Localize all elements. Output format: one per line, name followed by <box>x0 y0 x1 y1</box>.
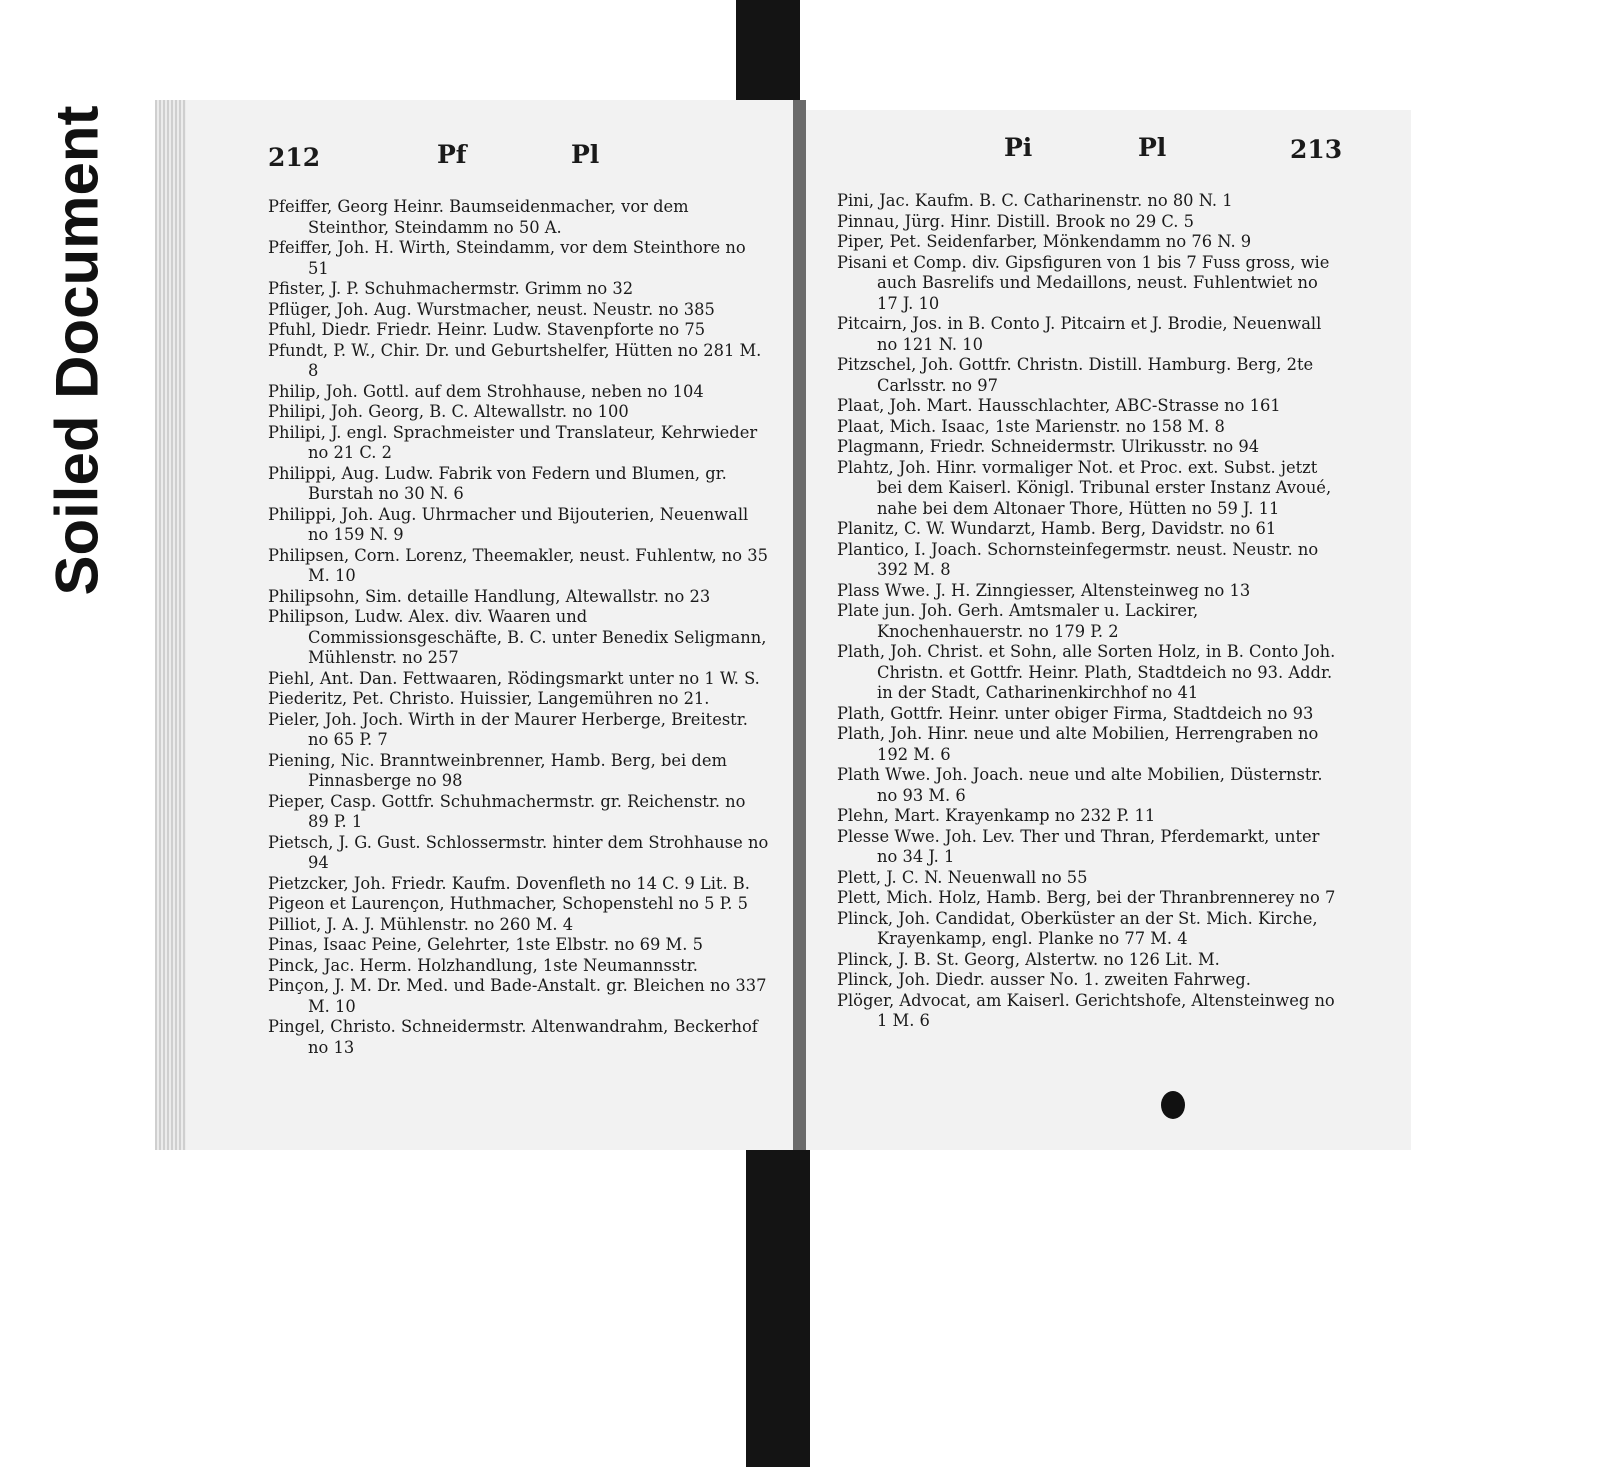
list-item: Pinnau, Jürg. Hinr. Distill. Brook no 29 C. 5 <box>837 211 1194 231</box>
right-entry-list <box>837 191 1337 1032</box>
left-page-number: 212 <box>268 143 321 172</box>
list-item: Plaat, Mich. Isaac, 1ste Marienstr. no 158 M. 8 <box>837 416 1225 436</box>
list-item: Pitzschel, Joh. Gottfr. Christn. Distill. Hamburg. Berg, 2te Carlsstr. no 97 <box>837 355 1314 395</box>
list-item: Philippi, Aug. Ludw. Fabrik von Federn und Blumen, gr. Burstah no 30 N. 6 <box>268 463 727 503</box>
list-item: Pieper, Casp. Gottfr. Schuhmachermstr. gr. Reichenstr. no 89 P. 1 <box>268 791 746 831</box>
list-item: Philippi, Joh. Aug. Uhrmacher und Bijouterien, Neuenwall no 159 N. 9 <box>268 504 749 544</box>
list-item: Piederitz, Pet. Christo. Huissier, Langemühren no 21. <box>268 689 710 708</box>
left-head-first: Pf <box>437 140 467 169</box>
soiled-document-stamp <box>22 70 132 630</box>
list-item: Piening, Nic. Branntweinbrenner, Hamb. Berg, bei dem Pinnasberge no 98 <box>268 750 727 790</box>
list-item: Plath, Joh. Hinr. neue und alte Mobilien, Herrengraben no 192 M. 6 <box>837 724 1319 764</box>
list-item: Philipsen, Corn. Lorenz, Theemakler, neust. Fuhlentw, no 35 M. 10 <box>268 545 768 585</box>
list-item: Plöger, Advocat, am Kaiserl. Gerichtshofe, Altensteinweg no 1 M. 6 <box>837 990 1335 1030</box>
list-item: Pitcairn, Jos. in B. Conto J. Pitcairn et J. Brodie, Neuenwall no 121 N. 10 <box>837 314 1322 354</box>
list-item: Plett, Mich. Holz, Hamb. Berg, bei der Thranbrennerey no 7 <box>837 888 1336 907</box>
right-head-first: Pi <box>1004 133 1033 162</box>
binding-strap-top <box>736 0 800 100</box>
list-item: Philipi, J. engl. Sprachmeister und Translateur, Kehrwieder no 21 C. 2 <box>268 422 758 462</box>
list-item: Plahtz, Joh. Hinr. vormaliger Not. et Proc. ext. Subst. jetzt bei dem Kaiserl. Königl. Tribunal erster Instanz Avoué, nahe bei dem Altonaer Thore, Hütten no 59 J. 11 <box>837 457 1332 518</box>
list-item: Plantico, I. Joach. Schornsteinfegermstr. neust. Neustr. no 392 M. 8 <box>837 539 1319 579</box>
book-spine <box>793 100 806 1150</box>
list-item: Pietzcker, Joh. Friedr. Kaufm. Dovenfleth no 14 C. 9 Lit. B. <box>268 873 750 893</box>
right-page-number: 213 <box>1290 135 1343 164</box>
list-item: Pflüger, Joh. Aug. Wurstmacher, neust. Neustr. no 385 <box>268 299 715 319</box>
list-item: Philipsohn, Sim. detaille Handlung, Altewallstr. no 23 <box>268 586 711 606</box>
right-head-last: Pl <box>1138 133 1167 162</box>
list-item: Pfuhl, Diedr. Friedr. Heinr. Ludw. Stavenpforte no 75 <box>268 320 706 339</box>
list-item: Pisani et Comp. div. Gipsfiguren von 1 bis 7 Fuss gross, wie auch Basrelifs und Medaillons, neust. Fuhlentwiet no 17 J. 10 <box>837 252 1330 313</box>
list-item: Philip, Joh. Gottl. auf dem Strohhause, neben no 104 <box>268 381 704 401</box>
list-item: Plesse Wwe. Joh. Lev. Ther und Thran, Pferdemarkt, unter no 34 J. 1 <box>837 826 1320 866</box>
list-item: Pfundt, P. W., Chir. Dr. und Geburtshelfer, Hütten no 281 M. 8 <box>268 340 762 380</box>
list-item: Pingel, Christo. Schneidermstr. Altenwandrahm, Beckerhof no 13 <box>268 1017 758 1057</box>
list-item: Philipi, Joh. Georg, B. C. Altewallstr. no 100 <box>268 402 629 421</box>
ink-blot <box>1161 1091 1185 1119</box>
stamp-text: Soiled Document <box>43 104 111 596</box>
list-item: Piper, Pet. Seidenfarber, Mönkendamm no 76 N. 9 <box>837 232 1252 251</box>
list-item: Pigeon et Laurençon, Huthmacher, Schopenstehl no 5 P. 5 <box>268 894 749 913</box>
list-item: Pfeiffer, Georg Heinr. Baumseidenmacher, vor dem Steinthor, Steindamm no 50 A. <box>268 197 689 237</box>
list-item: Pini, Jac. Kaufm. B. C. Catharinenstr. no 80 N. 1 <box>837 191 1233 210</box>
list-item: Plath, Gottfr. Heinr. unter obiger Firma, Stadtdeich no 93 <box>837 703 1314 723</box>
list-item: Pietsch, J. G. Gust. Schlossermstr. hinter dem Strohhause no 94 <box>268 832 769 872</box>
list-item: Plaat, Joh. Mart. Hausschlachter, ABC-Strasse no 161 <box>837 396 1281 415</box>
list-item: Pilliot, J. A. J. Mühlenstr. no 260 M. 4 <box>268 914 574 934</box>
list-item: Plinck, J. B. St. Georg, Alstertw. no 126 Lit. M. <box>837 949 1220 969</box>
page-edges <box>155 100 187 1150</box>
left-entry-list <box>268 197 771 1058</box>
list-item: Pfister, J. P. Schuhmachermstr. Grimm no 32 <box>268 279 634 298</box>
list-item: Plath, Joh. Christ. et Sohn, alle Sorten Holz, in B. Conto Joh. Christn. et Gottfr. Heinr. Plath, Stadtdeich no 93. Addr. in der Stadt, Catharinenkirchhof no 41 <box>837 642 1336 702</box>
list-item: Pinçon, J. M. Dr. Med. und Bade-Anstalt. gr. Bleichen no 337 M. 10 <box>268 976 767 1016</box>
list-item: Pinas, Isaac Peine, Gelehrter, 1ste Elbstr. no 69 M. 5 <box>268 935 703 954</box>
list-item: Plath Wwe. Joh. Joach. neue und alte Mobilien, Düsternstr. no 93 M. 6 <box>837 765 1323 805</box>
list-item: Plagmann, Friedr. Schneidermstr. Ulrikusstr. no 94 <box>837 437 1260 456</box>
list-item: Plate jun. Joh. Gerh. Amtsmaler u. Lackirer, Knochenhauerstr. no 179 P. 2 <box>837 601 1199 641</box>
binding-strap-bottom <box>746 1150 810 1467</box>
list-item: Philipson, Ludw. Alex. div. Waaren und Commissionsgeschäfte, B. C. unter Benedix Seligmann, Mühlenstr. no 257 <box>268 607 767 667</box>
list-item: Plehn, Mart. Krayenkamp no 232 P. 11 <box>837 806 1156 825</box>
list-item: Plett, J. C. N. Neuenwall no 55 <box>837 867 1088 887</box>
list-item: Plinck, Joh. Diedr. ausser No. 1. zweiten Fahrweg. <box>837 970 1251 989</box>
list-item: Pfeiffer, Joh. H. Wirth, Steindamm, vor dem Steinthore no 51 <box>268 238 746 278</box>
list-item: Plass Wwe. J. H. Zinngiesser, Altensteinweg no 13 <box>837 580 1251 600</box>
list-item: Piehl, Ant. Dan. Fettwaaren, Rödingsmarkt unter no 1 W. S. <box>268 668 760 688</box>
left-head-last: Pl <box>571 140 600 169</box>
list-item: Pinck, Jac. Herm. Holzhandlung, 1ste Neumannsstr. <box>268 955 698 975</box>
list-item: Pieler, Joh. Joch. Wirth in der Maurer Herberge, Breitestr. no 65 P. 7 <box>268 709 748 749</box>
list-item: Planitz, C. W. Wundarzt, Hamb. Berg, Davidstr. no 61 <box>837 519 1277 538</box>
list-item: Plinck, Joh. Candidat, Oberküster an der St. Mich. Kirche, Krayenkamp, engl. Planke no 77 M. 4 <box>837 908 1318 948</box>
